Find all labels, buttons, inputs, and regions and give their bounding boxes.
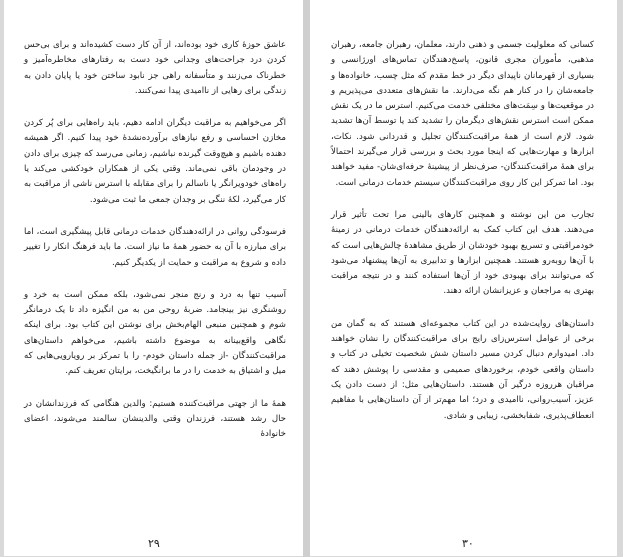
left-page (4, 0, 303, 556)
left-paragraph-1: عاشق حوزهٔ کاری خود بوده‌اند، از آن کار دست کشیده‌اند و برای بی‌حس کردن درد جراحت‌های وجدانی خود دست به رفتارهای مخاطره‌آمیز و خطرناک می‌زنند و متأسفانه راهی جز نابود ساختن خود یا پایان دادن به زندگی برای رهایی از ناامیدی پیدا نمی‌کنند. (24, 40, 286, 96)
left-paragraph-2: اگر می‌خواهیم به مراقبت دیگران ادامه دهیم، باید راه‌هایی برای پُر کردن مخازن احساسی و رفع نیازهای برآورده‌نشدهٔ خود پیدا کنیم. اگر همیشه دهنده باشیم و هیچ‌وقت گیرنده نباشیم، زمانی می‌رسد که چیزی برای دادن در وجودمان باقی نمی‌ماند. وقتی یکی از همکاران خودکشی می‌کند یا راه‌های خودویرانگر یا ناسالم را برای مقابله با استرس ناشی از مراقبت به کار می‌گیرد، لکهٔ ننگی بر وجدان جمعی ما ثبت می‌شود. (23, 118, 286, 205)
book-gutter (303, 0, 310, 557)
right-paragraph-3: داستان‌های روایت‌شده در این کتاب مجموعه‌ای هستند که به گمان من برخی از عوامل استرس‌زای رایج برای مراقبت‌کنندگان را نشان خواهند داد. امیدوارم دنبال کردن مسیر داستان شش شخصیت تخیلی در کتاب و داستان واقعی خودم، برخوردهای صمیمی و مقدسی را پوشش دهند که مراقبان هرروزه درگیر آن هستند. داستان‌هایی مثل: از دست دادن یک عزیز، آسیب‌روانی، ناامیدی و درد؛ اما مهم‌تر از آن داستان‌هایی با مفاهیم انعطاف‌پذیری، شفابخشی، زیبایی و شادی. (331, 318, 594, 421)
right-page (310, 0, 617, 556)
left-paragraph-3: فرسودگی روانی در ارائه‌دهندگان خدمات درمانی قابل پیشگیری است، اما برای مبارزه با آن به حضور همهٔ ما نیاز است. ما باید فرهنگ انکار را تغییر داده و شروع به مراقبت و حمایت از یکدیگر کنیم. (24, 226, 286, 268)
left-page-number: ۲۹ (148, 537, 160, 550)
right-paragraph-1: کسانی که معلولیت جسمی و ذهنی دارند، معلمان، رهبران جامعه، رهبران مذهبی، مأموران مجری قانون، پاسخ‌دهندگان تماس‌های اورژانسی و بسیاری از قهرمانان ناپیدای دیگر در خط مقدم که مثل چسب، خانواده‌ها و جامعه‌شان را در کنار هم نگه می‌دارند. ما نقش‌های متعددی می‌پذیریم و در موقعیت‌ها و سِمَت‌های مختلفی خدمت می‌کنیم. استرس ما در یک نقش ممکن است استرس نقش‌های دیگرمان را تشدید کند یا توسط آن‌ها تشدید شود. لازم است از همهٔ مراقبت‌کنندگان تجلیل و قدردانی شود. نکات، ابزارها و مهارت‌هایی که اینجا مورد بحث و بررسی قرار می‌گیرند احتمالاً برای همهٔ مراقبت‌کنندگان- صرف‌نظر از پیشینهٔ حرفه‌ای‌شان- مفید خواهند بود. اما تمرکز این کار روی مراقبت‌کنندگان سیستم خدمات درمانی است. (331, 40, 594, 188)
left-paragraph-5: همهٔ ما از جهتی مراقبت‌کننده هستیم: والدین هنگامی که فرزندانشان در حال رشد هستند، فرزندان وقتی والدینشان سالمند می‌شوند، اعضای خانوادهٔ (24, 398, 286, 440)
right-paragraph-2: تجارب من این نوشته و همچنین کارهای بالینی مرا تحت تأثیر قرار می‌دهند. هدف این کتاب کمک به ارائه‌دهندگان خدمات درمانی در زمینهٔ خودمراقبتی و تسریع بهبود خودشان از طریق مشاهدهٔ چالش‌هایی است که با آن‌ها روبه‌رو هستند. همچنین ابزارها و تدابیری به آن‌ها پیشنهاد می‌شود که می‌توانند برای بهبودی خود از آن‌ها استفاده کنند و در نتیجه مراقبت بهتری به مراجعان و عزیزانشان ارائه دهند. (331, 209, 594, 297)
left-paragraph-4: آسیب تنها به درد و رنج منجر نمی‌شود، بلکه ممکن است به خرد و روشنگری نیز بینجامد. ضربهٔ روحی من به من انگیزه داد تا یک درمانگر شوم و همچنین منبعی الهام‌بخش برای نوشتن این کتاب بود. برای اینکه نگاهی واقع‌بینانه به موضوع داشته باشیم، می‌خواهم داستان‌های مراقبت‌کنندگان -از جمله داستان خودم- را با تمرکز بر رویارویی‌هایی که میل و اشتیاق به خدمت را در ما برانگیخت، برایتان تعریف کنم. (24, 289, 286, 377)
right-page-number: ۳۰ (462, 537, 474, 550)
